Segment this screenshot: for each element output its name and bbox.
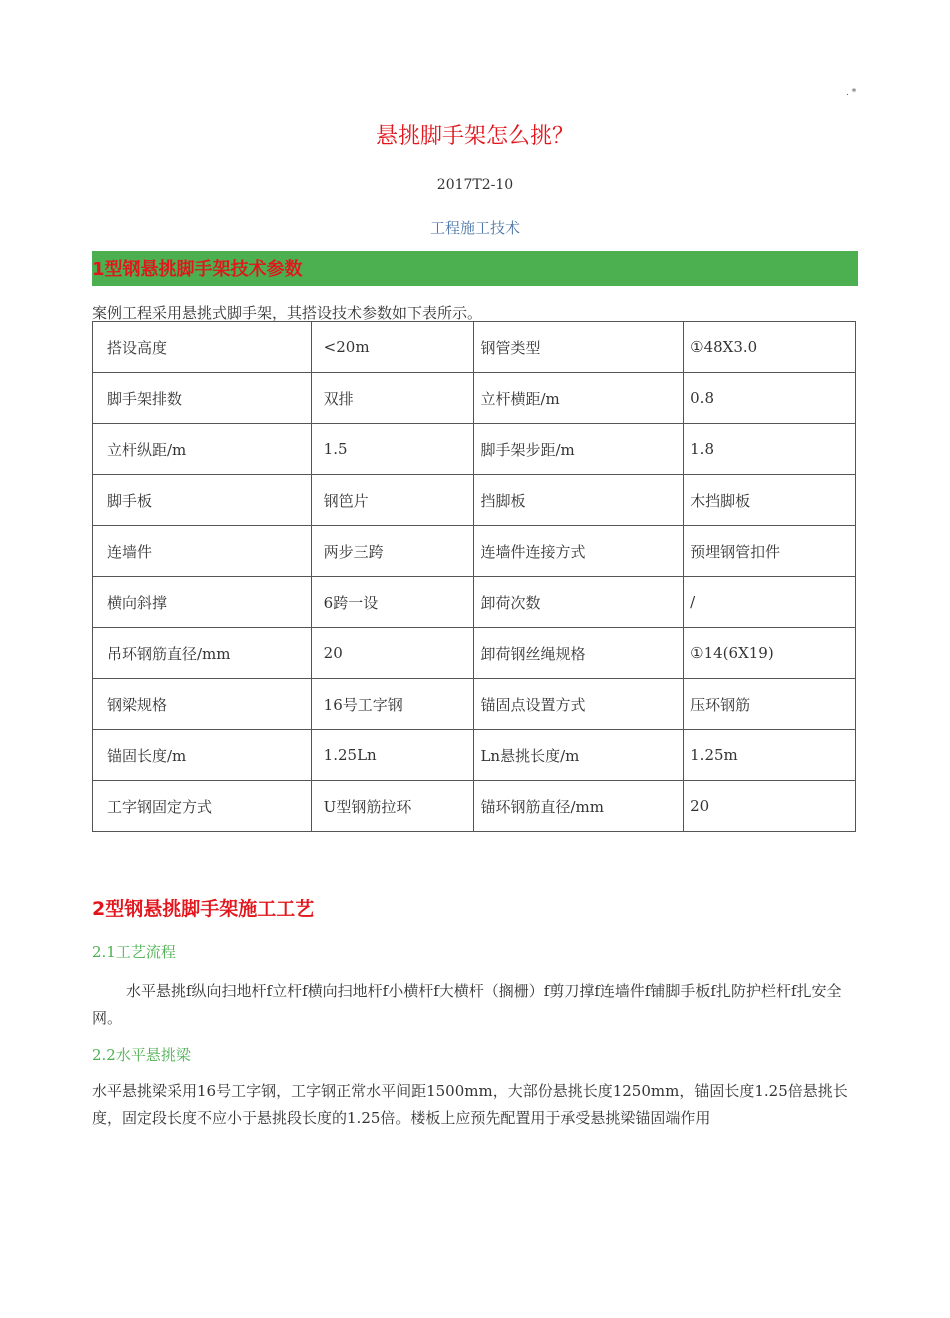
publish-date: 2017T2-10 [436, 177, 514, 193]
table-cell-label: Ln悬挑长度/m [474, 730, 684, 781]
table-cell-value: 1.25Ln [311, 730, 474, 781]
table-cell-label: 搭设高度 [93, 322, 312, 373]
section-2-heading: 2型钢悬挑脚手架施工工艺 [92, 898, 315, 920]
table-cell-value: 0.8 [684, 373, 856, 424]
parameters-table [92, 321, 856, 832]
table-cell-value: 6跨一设 [311, 577, 474, 628]
table-cell-value: 1.25m [684, 730, 856, 781]
table-cell-value: 1.5 [311, 424, 474, 475]
table-cell-label: 脚手板 [93, 475, 312, 526]
table-cell-label: 钢梁规格 [93, 679, 312, 730]
table-cell-value: 预埋钢管扣件 [684, 526, 856, 577]
table-cell-label: 钢管类型 [474, 322, 684, 373]
subsection-2-1-heading: 2.1工艺流程 [92, 943, 176, 961]
section-1-intro: 案例工程采用悬挑式脚手架，其搭设技术参数如下表所示。 [92, 304, 483, 322]
table-cell-label: 立杆横距/m [474, 373, 684, 424]
subsection-2-2-paragraph: 水平悬挑梁采用16号工字钢，工字钢正常水平间距1500mm，大部份悬挑长度1250mm，锚固长度1.25倍悬挑长度，固定段长度不应小于悬挑段长度的1.25倍。楼板上应预先配置用于承受悬挑梁锚固端作用 [92, 1082, 848, 1127]
table-cell-label: 连墙件 [93, 526, 312, 577]
table-cell-label: 锚固长度/m [93, 730, 312, 781]
table-cell-value: 木挡脚板 [684, 475, 856, 526]
table-row [93, 373, 856, 424]
table-row [93, 628, 856, 679]
table-cell-label: 横向斜撑 [93, 577, 312, 628]
table-cell-label: 锚环钢筋直径/mm [474, 781, 684, 832]
table-cell-value: 20 [311, 628, 474, 679]
subsection-2-1-paragraph: 水平悬挑f纵向扫地杆f立杆f横向扫地杆f小横杆f大横杆（搁栅）f剪刀撑f连墙件f铺脚手板f扎防护栏杆f扎安全网。 [92, 982, 842, 1027]
table-cell-value: 双排 [311, 373, 474, 424]
table-row [93, 679, 856, 730]
subsection-2-2-heading: 2.2水平悬挑梁 [92, 1046, 191, 1064]
table-cell-label: 挡脚板 [474, 475, 684, 526]
page-title: 悬挑脚手架怎么挑？ [375, 124, 574, 149]
table-row [93, 424, 856, 475]
table-cell-value: 20 [684, 781, 856, 832]
table-row [93, 577, 856, 628]
table-cell-label: 锚固点设置方式 [474, 679, 684, 730]
table-cell-value: / [684, 577, 856, 628]
table-row [93, 526, 856, 577]
table-cell-value: U型钢筋拉环 [311, 781, 474, 832]
table-row [93, 322, 856, 373]
section-1-header-bar [92, 251, 858, 286]
table-cell-label: 脚手架步距/m [474, 424, 684, 475]
table-row [93, 730, 856, 781]
table-cell-label: 立杆纵距/m [93, 424, 312, 475]
table-cell-label: 连墙件连接方式 [474, 526, 684, 577]
table-row [93, 475, 856, 526]
table-cell-label: 工字钢固定方式 [93, 781, 312, 832]
table-cell-value: ①14(6X19) [684, 628, 856, 679]
table-cell-label: 卸荷次数 [474, 577, 684, 628]
corner-mark: . * [846, 88, 857, 98]
table-cell-value: 压环钢筋 [684, 679, 856, 730]
category-link[interactable]: 工程施工技术 [429, 219, 520, 237]
table-cell-value: 钢笆片 [311, 475, 474, 526]
table-cell-value: 16号工字钢 [311, 679, 474, 730]
table-cell-label: 脚手架排数 [93, 373, 312, 424]
table-cell-label: 吊环钢筋直径/mm [93, 628, 312, 679]
table-cell-value: 1.8 [684, 424, 856, 475]
table-cell-value: 两步三跨 [311, 526, 474, 577]
table-cell-value: <20m [311, 322, 474, 373]
table-cell-label: 卸荷钢丝绳规格 [474, 628, 684, 679]
table-row [93, 781, 856, 832]
section-1-heading: 1型钢悬挑脚手架技术参数 [92, 259, 303, 280]
table-cell-value: ①48X3.0 [684, 322, 856, 373]
